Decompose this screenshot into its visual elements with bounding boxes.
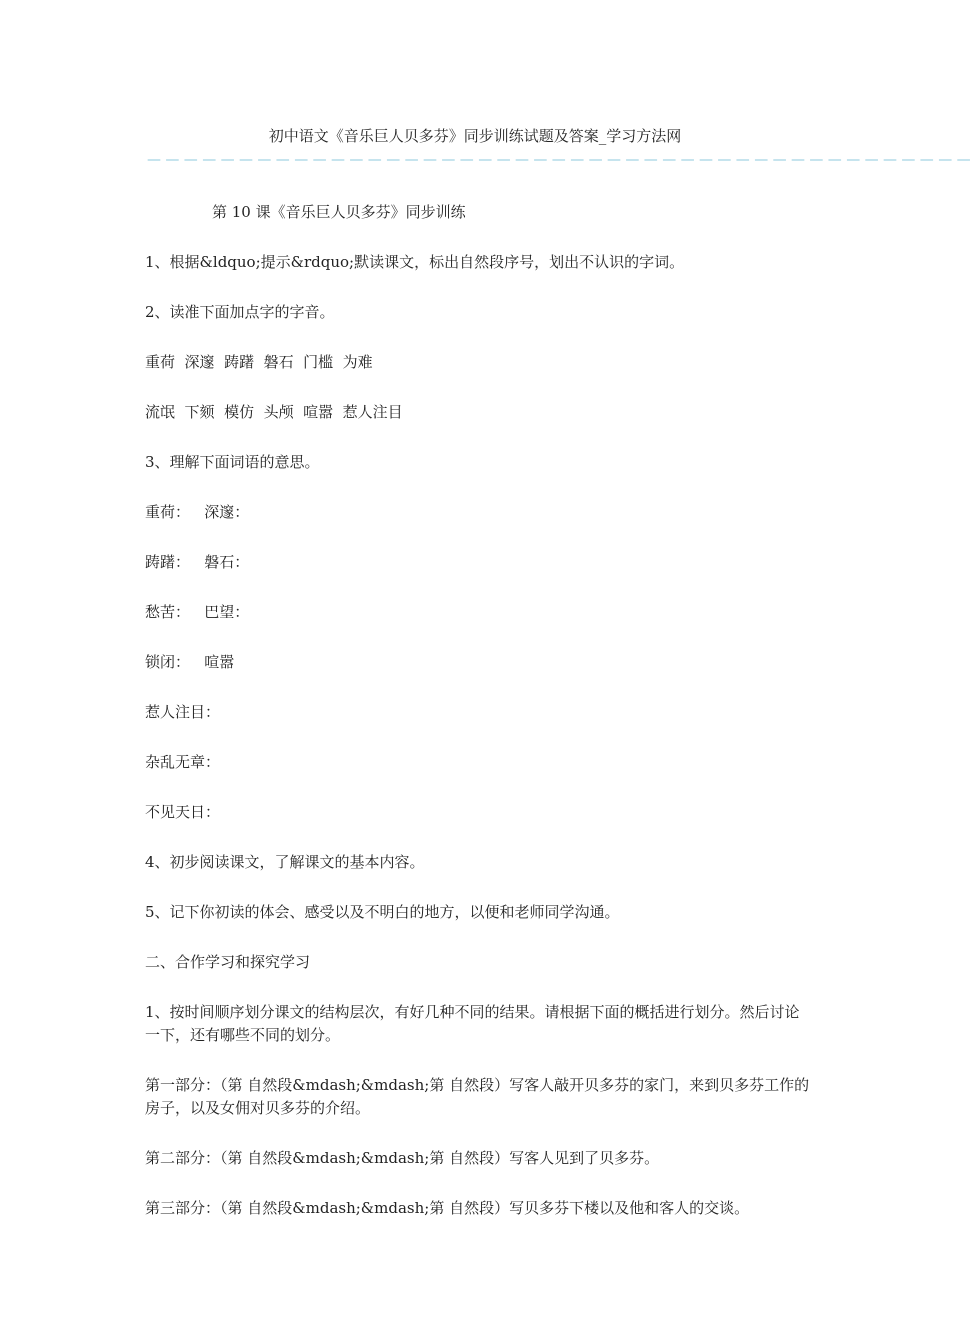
vocab-item: 锁闭： 喧嚣 [145, 653, 235, 671]
document-body [145, 201, 810, 1247]
word-list: 重荷 深邃 踌躇 磐石 门槛 为难 [145, 353, 373, 371]
section-heading: 二、合作学习和探究学习 [145, 953, 311, 971]
paragraph: 第一部分：（第 自然段&mdash;&mdash;第 自然段）写客人敲开贝多芬的家门，来到贝多芬工作的房子，以及女佣对贝多芬的介绍。 [145, 1076, 810, 1117]
lesson-heading: 第 10 课《音乐巨人贝多芬》同步训练 [212, 203, 466, 221]
vocab-item: 不见天日： [145, 803, 221, 821]
paragraph: 第二部分：（第 自然段&mdash;&mdash;第 自然段）写客人见到了贝多芬。 [145, 1149, 660, 1167]
paragraph: 2、读准下面加点字的字音。 [145, 303, 335, 321]
document-title: 初中语文《音乐巨人贝多芬》同步训练试题及答案_学习方法网 [268, 127, 682, 145]
paragraph: 3、理解下面词语的意思。 [145, 453, 320, 471]
vocab-item: 愁苦： 巴望： [145, 603, 250, 621]
paragraph: 5、记下你初读的体会、感受以及不明白的地方，以便和老师同学沟通。 [145, 903, 620, 921]
paragraph: 第三部分：（第 自然段&mdash;&mdash;第 自然段）写贝多芬下楼以及他和客人的交谈。 [145, 1199, 750, 1217]
paragraph: 1、按时间顺序划分课文的结构层次，有好几种不同的结果。请根据下面的概括进行划分。然后讨论一下，还有哪些不同的划分。 [145, 1003, 800, 1044]
word-list: 流氓 下颏 模仿 头颅 喧嚣 惹人注目 [145, 403, 403, 421]
vocab-item: 杂乱无章： [145, 753, 221, 771]
paragraph: 1、根据&ldquo;提示&rdquo;默读课文，标出自然段序号，划出不认识的字词。 [145, 253, 685, 271]
title-divider: ————————————————————————————————————————————— [147, 152, 975, 168]
paragraph: 4、初步阅读课文，了解课文的基本内容。 [145, 853, 425, 871]
vocab-item: 惹人注目： [145, 703, 221, 721]
vocab-item: 踌躇： 磐石： [145, 553, 250, 571]
vocab-item: 重荷： 深邃： [145, 503, 250, 521]
